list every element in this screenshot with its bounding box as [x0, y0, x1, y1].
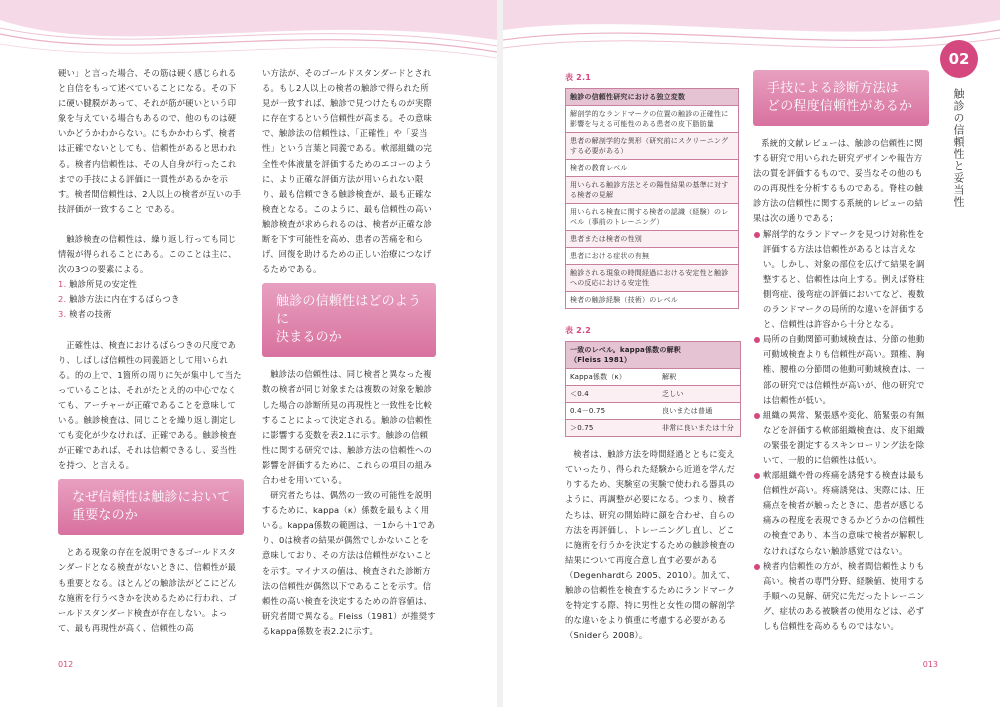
- table-row: 用いられる検査に関する検者の認識（経験）のレベル（事前のトレーニング）: [566, 204, 739, 231]
- paragraph: 研究者たちは、偶然の一致の可能性を説明するために、kappa（κ）係数を最もよく用いる。kappa係数の範囲は、－1から＋1であり、0は検者の結果が偶然でしかないことを意味しており、その方法は信頼性がないことを示す。マイナスの値は、検査された診断方法の信頼性が偶然以下であることを示す。信頼性の高い検査を決定するための許容値は、研究者間で異なる。Fleiss（1981）が推奨するkappa係数を表2.2に示す。: [262, 490, 436, 636]
- table-row: 用いられる触診方法とその陽性結果の基準に対する検者の見解: [566, 177, 739, 204]
- paragraph: 触診法の信頼性は、同じ検者と異なった複数の検者が同じ対象または複数の対象を触診した場合の診断所見の再現性と一致性を比較することによって決定される。触診の信頼性に影響する変数を表2.1に示す。触診の信頼性に関する研究では、触診方法の信頼性への影響を評価するために、これらの項目の組み合わせを用いている。: [262, 369, 432, 485]
- factor-list: [58, 277, 244, 322]
- page-number-left: 012: [58, 660, 74, 669]
- section-heading-manual-diagnosis: 手技による診断方法は どの程度信頼性があるか: [753, 70, 929, 126]
- table-row: 0.4－0.75 良いまたは普通: [566, 402, 740, 419]
- list-item: 組織の異常、緊張感や変化、筋緊張の有無などを評価する軟部組織検査は、皮下組織の緊張を測定するスキンローリング法を除いて、一般的に信頼性は低い。: [753, 408, 929, 468]
- table-row: Kappa係数（κ） 解釈: [566, 368, 740, 385]
- header-swoosh-right: [503, 0, 1000, 64]
- list-item: 軟部組織や骨の疼痛を誘発する検査は最も信頼性が高い。疼痛誘発は、実際には、圧痛点を検者が触ったときに、患者が感じる痛みの程度を表現できるかどうかの信頼性の検査であり、本当の意味で検者が解釈しなければならない触診感覚ではない。: [753, 468, 929, 559]
- header-swoosh-left: [0, 0, 497, 64]
- table-2-1: [565, 88, 739, 309]
- table-row: ＜0.4 乏しい: [566, 385, 740, 402]
- paragraph: 硬い」と言った場合、その筋は硬く感じられると自信をもって述べていることになる。その下に硬い腱膜があって、それが筋が硬いという印象を与えている場合もあるので、他のものは硬いかどうかわからない。にもかかわらず、検者は正確でないとしても、信頼性があると思われる。検者内信頼性は、その人自身が行ったこれまでの手技による評価に一貫性があるかを示す。検者間信頼性は、2人以上の検者が互いの手技評価が一致すること である。: [58, 68, 242, 214]
- section-heading-why-reliability: なぜ信頼性は触診において 重要なのか: [58, 479, 244, 535]
- table-header: 一致のレベル。kappa係数の解釈 （Fleiss 1981）: [566, 342, 740, 368]
- paragraph: 検者は、触診方法を時間経過とともに変えていったり、得られた経験から近道を学んだりするため、実験室の実験で使われる器具のように、再調整が必要になる。つまり、検者たちは、研究の開始時に顔を合わせ、自らの方法を再評価し、トレーニングし直し、どこに施術を行うかを決定するための触診検査の結果について再度合意し直す必要がある（Degenhardtら 2005、2010）。加えて、触診の信頼性を検査するためにランドマークを特定する際、特に男性と女性の間の解剖学的な違いをより慎重に考慮する必要がある（Sniderら 2008）。: [565, 449, 736, 641]
- list-item: 局所の自動関節可動域検査は、分節の他動可動域検査よりも信頼性が高い。頸椎、胸椎、腰椎の分節間の他動可動域検査は、一部の研究では信頼性が高いが、他の研究では信頼性が低い。: [753, 332, 929, 407]
- list-item: 3. 検者の技術: [58, 309, 112, 320]
- table-row: ＞0.75 非常に良いまたは十分: [566, 419, 740, 436]
- chapter-title: 触診の信頼性と妥当性: [952, 88, 965, 208]
- left-column-2: [262, 66, 436, 639]
- table-row: 触診される現象の時間経過における安定性と触診への反応における安定性: [566, 265, 739, 292]
- table-row: 検者の教育レベル: [566, 160, 739, 177]
- table-row: 患者または検者の性別: [566, 231, 739, 248]
- right-page: [503, 0, 1000, 707]
- section-heading-how-determined: 触診の信頼性はどのように 決まるのか: [262, 283, 436, 357]
- table-row: 解剖学的なランドマークの位置の触診の正確性に影響を与える可能性のある患者の皮下脂肪量: [566, 106, 739, 133]
- list-item: 1. 触診所見の安定性: [58, 279, 138, 290]
- paragraph: 正確性は、検査におけるばらつきの尺度であり、しばしば信頼性の同義語として用いられる。的の上で、1箇所の周りに矢が集中して当たっていることは、それがたとえ的の中心でなくても、アーチャーが正確であることを意味している。触診検査は、同じことを繰り返し測定しても変化が少なければ、正確である。触診検査が正確であれば、それは信頼できるし、妥当性を持つ、と言える。: [58, 339, 242, 471]
- right-column-2: [753, 70, 929, 634]
- chapter-number-badge: 02: [940, 40, 978, 78]
- paragraph: い方法が、そのゴールドスタンダードとされる。もし2人以上の検者の触診で得られた所見が一致すれば、触診で見つけたものが実際に存在するという信頼性が高まる。その意味で、触診法の信頼性は、「正確性」や「妥当性」という言葉と同義である。軟部組織の完全性や体液量を評価するためのエコーのように、より正確な評価方法が用いられない限り、最も信頼できる触診検査が、最も正確な検査となる。このように、最も信頼性の高い触診検査が求められるのは、検者が正確な診断を下す可能性を高め、患者の苦痛を和らげ、回復を助けるための正しい治療につなげるためである。: [262, 68, 432, 275]
- table-row: 検者の触診経験（技術）のレベル: [566, 292, 739, 309]
- left-page: [0, 0, 497, 707]
- table-2-2: [565, 341, 741, 437]
- paragraph: 触診検査の信頼性は、繰り返し行っても同じ情報が得られることにある。このことは主に、次の3つの要素による。: [58, 233, 237, 275]
- right-column-1: [565, 70, 741, 643]
- page-number-right: 013: [922, 660, 938, 669]
- review-findings-list: [753, 227, 929, 635]
- table-row: 患者における症状の有無: [566, 248, 739, 265]
- paragraph: とある現象の存在を説明できるゴールドスタンダードとなる検査がないときに、信頼性が最も重要となる。ほとんどの触診法がどこにどんな施術を行うべきかを決めるために行われ、ゴールドスタンダード検査が存在しない。よって、最も再現性が高く、信頼性の高: [58, 547, 237, 633]
- table-header: 触診の信頼性研究における独立変数: [566, 89, 739, 106]
- paragraph: 系統的文献レビューは、触診の信頼性に関する研究で用いられた研究デザインや報告方法の質を評価するもので、妥当なその他のものの再現性を分析するものである。脊柱の触診方法の信頼性に関する系統的レビューの結果は次の通りである；: [753, 138, 923, 224]
- list-item: 解剖学的なランドマークを見つけ対称性を評価する方法は信頼性があるとは言えない。しかし、対象の部位を広げて結果を調整すると、信頼性は向上する。例えば脊柱側弯症、後弯症の評価においてなど、複数のランドマークの局所的な違いを評価すると、信頼性は許容から十分となる。: [753, 227, 929, 333]
- list-item: 検者内信頼性の方が、検者間信頼性よりも高い。検者の専門分野、経験値、使用する手順への見解、研究に先だったトレーニング、症状のある被験者の使用などは、必ずしも信頼性を高めるものではない。: [753, 559, 929, 634]
- list-item: 2. 触診方法に内在するばらつき: [58, 294, 180, 305]
- table-2-1-title: 表 2.1: [565, 73, 591, 82]
- table-2-2-title: 表 2.2: [565, 326, 591, 336]
- left-column-1: [58, 66, 244, 636]
- table-row: 患者の解剖学的な異形（研究前にスクリーニングする必要がある）: [566, 133, 739, 160]
